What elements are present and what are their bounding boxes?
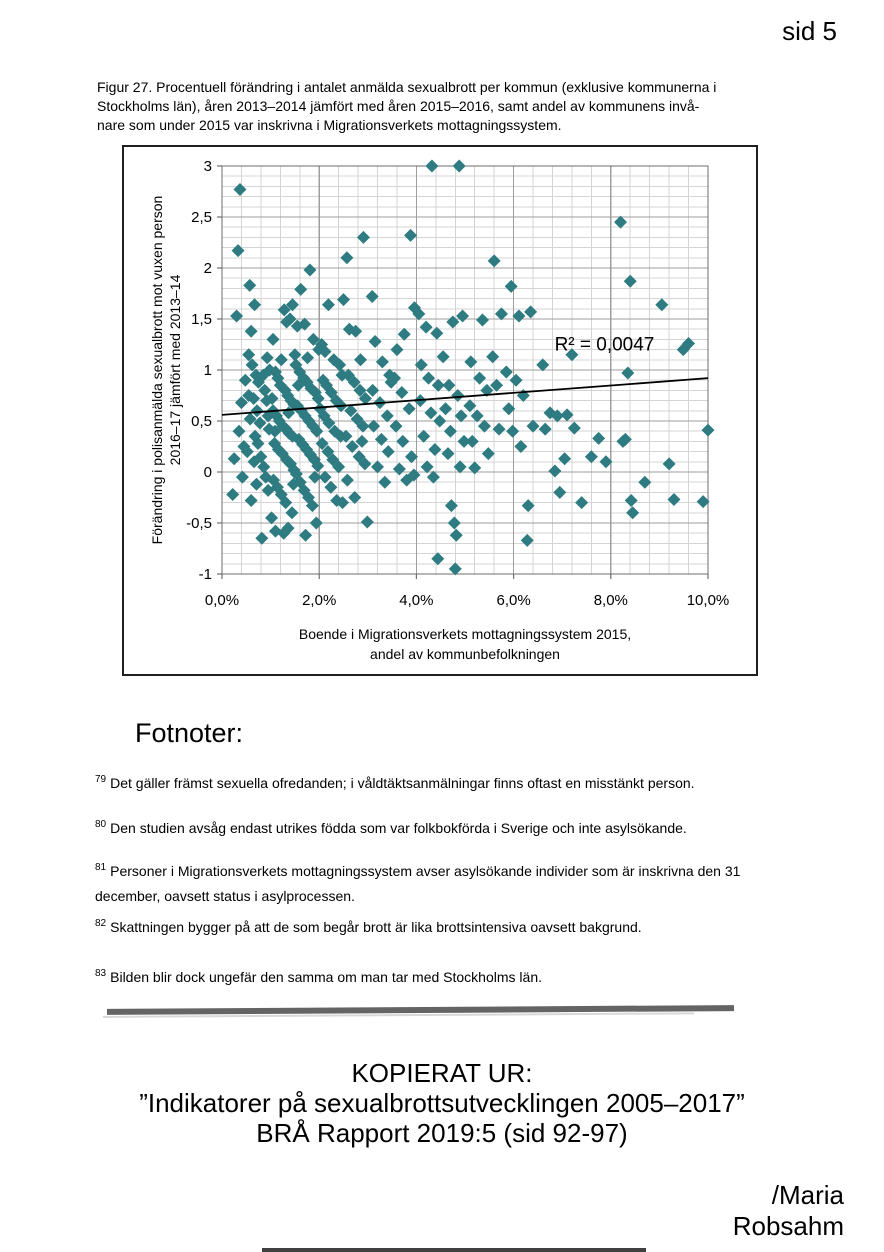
data-point: [451, 389, 464, 402]
footnotes-heading: Fotnoter:: [135, 718, 244, 748]
data-point: [453, 160, 466, 173]
data-point: [299, 529, 312, 542]
data-point: [398, 328, 411, 341]
data-point: [422, 372, 435, 385]
data-point: [445, 499, 458, 512]
data-point: [446, 316, 459, 329]
data-point: [390, 343, 403, 356]
footnote-81: [95, 860, 793, 907]
x-tick-label: 4,0%: [399, 592, 434, 609]
data-point: [621, 367, 634, 380]
data-point: [512, 309, 525, 322]
data-point: [624, 275, 637, 288]
data-point: [245, 325, 258, 338]
y-tick-labels: [186, 158, 212, 583]
data-point: [396, 435, 409, 448]
data-point: [441, 447, 454, 460]
footnote-text: Personer i Migrationsverkets mottagningssystem avser asylsökande individer som är inskrivna den 31 december, oavsett status i asylprocessen.: [95, 863, 741, 904]
data-point: [521, 534, 534, 547]
footnote-text: Bilden blir dock ungefär den samma om man tar med Stockholms län.: [110, 969, 542, 985]
y-tick-label: -0,5: [186, 515, 212, 532]
data-point: [420, 321, 433, 334]
data-point: [226, 488, 239, 501]
footnote-text: Skattningen bygger på att de som begår brott är lika brottsintensiva oavsett bakgrund.: [110, 919, 642, 935]
data-point: [275, 353, 288, 366]
data-point: [228, 452, 241, 465]
data-point: [255, 532, 268, 545]
data-point: [442, 379, 455, 392]
footnote-number: 81: [95, 862, 107, 873]
y-axis-title: [149, 196, 183, 545]
data-point: [267, 333, 280, 346]
y-axis-title-line: Förändring i polisanmälda sexualbrott mot vuxen person: [149, 195, 165, 545]
data-point: [558, 452, 571, 465]
data-point: [464, 355, 477, 368]
chart-figure: [122, 145, 758, 676]
data-point: [431, 552, 444, 565]
footnote-text: Det gäller främst sexuella ofredanden; i våldtäktsanmälningar finns oftast en misstänkt person.: [110, 775, 695, 791]
data-point: [301, 351, 314, 364]
data-point: [324, 481, 337, 494]
data-point: [500, 366, 513, 379]
data-point: [303, 264, 316, 277]
x-tick-label: 10,0%: [686, 592, 730, 609]
data-point: [575, 496, 588, 509]
data-point: [482, 447, 495, 460]
y-tick-label: -1: [198, 566, 212, 583]
data-point: [439, 402, 452, 415]
data-point: [341, 474, 354, 487]
x-axis-title-line: Boende i Migrationsverkets mottagningssystem 2015,: [298, 626, 632, 642]
data-point: [348, 491, 361, 504]
data-point: [393, 462, 406, 475]
y-tick-label: 0,5: [191, 413, 212, 430]
data-point: [592, 432, 605, 445]
footnote-80: [95, 817, 795, 842]
x-tick-label: 0,0%: [204, 592, 240, 609]
figure-caption-line: nare som under 2015 var inskrivna i Migrationsverkets mottagningssystem.: [97, 117, 562, 133]
data-point: [476, 314, 489, 327]
data-point: [239, 374, 252, 387]
footnote-number: 82: [95, 918, 107, 929]
data-point: [510, 374, 523, 387]
y-tick-label: 2,5: [191, 209, 212, 226]
x-axis-title: [299, 626, 631, 662]
data-point: [568, 422, 581, 435]
data-point: [357, 231, 370, 244]
data-point: [437, 350, 450, 363]
signature-line: /Maria: [771, 1180, 844, 1210]
data-point: [233, 425, 246, 438]
r-squared-annotation: R² = 0,0047: [554, 334, 655, 356]
figure-caption-line: Figur 27. Procentuell förändring i antalet anmälda sexualbrott per kommun (exklusive kommunerna i: [97, 79, 717, 95]
scatter-chart: [124, 147, 756, 674]
footnote-83: [95, 966, 795, 991]
x-axis-title-line: andel av kommunbefolkningen: [370, 646, 560, 662]
signature: [733, 1180, 844, 1242]
footnote-79: [95, 772, 795, 797]
data-point: [488, 254, 501, 267]
data-point: [366, 290, 379, 303]
data-point: [585, 450, 598, 463]
footnote-number: 79: [95, 774, 107, 785]
data-point: [663, 457, 676, 470]
data-point: [553, 486, 566, 499]
x-tick-label: 8,0%: [593, 592, 628, 609]
signature-line: Robsahm: [732, 1211, 844, 1241]
data-point: [340, 251, 353, 264]
data-point: [361, 515, 374, 528]
footnote-number: 83: [95, 968, 107, 979]
data-point: [378, 476, 391, 489]
source-line: BRÅ Rapport 2019:5 (sid 92-97): [256, 1118, 628, 1148]
footnote-number: 80: [95, 819, 107, 830]
x-tick-label: 6,0%: [496, 592, 531, 609]
source-line: KOPIERAT UR:: [351, 1058, 533, 1088]
data-point: [425, 160, 438, 173]
footnote-82: [95, 916, 795, 941]
data-point: [450, 529, 463, 542]
source-block: [0, 1058, 884, 1148]
data-point: [403, 402, 416, 415]
source-line: ”Indikatorer på sexualbrottsutvecklingen 2005–2017”: [139, 1088, 745, 1118]
bottom-partial-divider: [262, 1248, 646, 1252]
data-point: [505, 280, 518, 293]
y-axis-title-line: 2016–17 jämfört med 2013–14: [167, 274, 183, 466]
data-point: [486, 350, 499, 363]
data-point: [448, 517, 461, 530]
data-point: [310, 517, 323, 530]
data-point: [404, 229, 417, 242]
data-point: [417, 430, 430, 443]
y-tick-label: 1: [203, 362, 212, 379]
figure-caption: [97, 78, 716, 135]
data-point: [369, 335, 382, 348]
data-point: [433, 415, 446, 428]
y-tick-label: 2: [203, 260, 212, 277]
data-point: [375, 433, 388, 446]
data-point: [243, 279, 256, 292]
footnote-text: Den studien avsåg endast utrikes födda som var folkbokförda i Sverige och inte asylsökande.: [110, 820, 687, 836]
data-point: [524, 305, 537, 318]
x-tick-label: 2,0%: [302, 592, 337, 609]
data-point: [242, 348, 255, 361]
data-point: [382, 445, 395, 458]
data-point: [506, 425, 519, 438]
y-tick-label: 0: [203, 464, 212, 481]
figure-caption-line: Stockholms län), åren 2013–2014 jämfört med åren 2015–2016, samt andel av kommunens invå-: [97, 98, 700, 114]
y-tick-label: 1,5: [191, 311, 212, 328]
data-point: [514, 440, 527, 453]
data-point: [233, 183, 246, 196]
page-number: sid 5: [782, 16, 837, 46]
data-point: [626, 506, 639, 519]
data-point: [539, 423, 552, 436]
data-point: [548, 464, 561, 477]
data-point: [232, 244, 245, 257]
data-point: [294, 283, 307, 296]
divider-line: [107, 1005, 734, 1015]
data-point: [466, 435, 479, 448]
data-point: [456, 309, 469, 322]
data-point: [245, 494, 258, 507]
data-point: [625, 494, 638, 507]
x-tick-labels: [205, 592, 729, 609]
data-point: [354, 353, 367, 366]
data-point: [702, 424, 715, 437]
data-point: [261, 351, 274, 364]
data-point: [285, 506, 298, 519]
y-tick-label: 3: [203, 158, 212, 175]
data-point: [428, 443, 441, 456]
